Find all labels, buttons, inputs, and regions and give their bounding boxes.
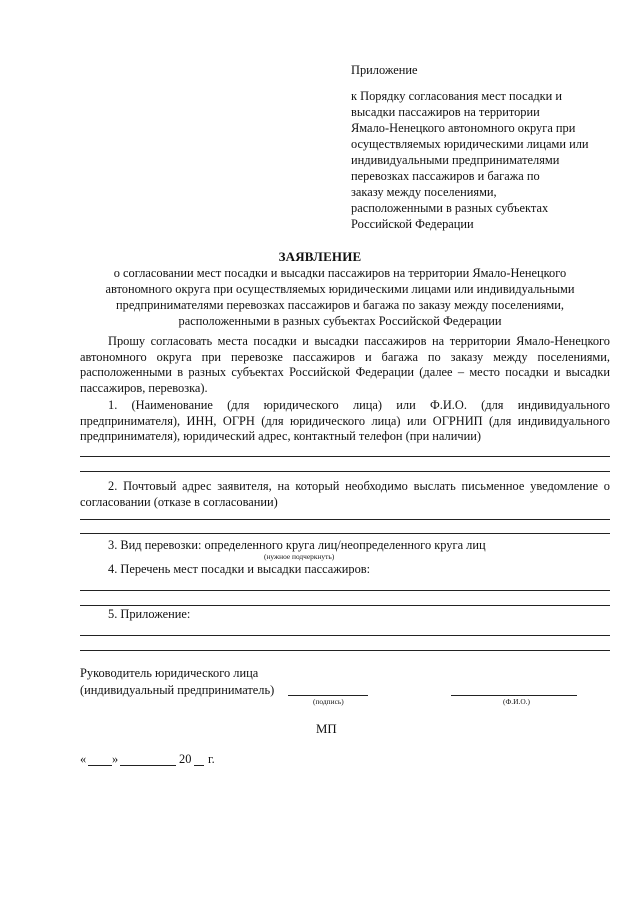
item-2-line: 2. Почтовый адрес заявителя, на который необходимо выслать письменное уведомление о: [108, 479, 610, 493]
signatory-label-2: (индивидуальный предприниматель): [80, 683, 275, 697]
document-subtitle: [60, 265, 620, 329]
signatory-label: Руководитель юридического лица: [80, 666, 259, 680]
item-3-hint: (нужное подчеркнуть): [264, 552, 335, 561]
appendix-line: Российской Федерации: [351, 217, 474, 231]
fio-hint: (Ф.И.О.): [503, 697, 530, 706]
item-4-stops-list: [80, 562, 610, 578]
appendix-line: расположенными в разных субъектах: [351, 201, 549, 215]
appendix-line: осуществляемых юридическими лицами или: [351, 137, 589, 151]
appendix-line: к Порядку согласования мест посадки и: [351, 89, 562, 103]
date-close-quote: »: [112, 752, 119, 766]
document-title: ЗАЯВЛЕНИЕ: [278, 249, 362, 264]
intro-line: расположенными в разных субъектах Российской Федерации (далее – место посадки и высадки: [80, 365, 610, 380]
item-3-text: 3. Вид перевозки: определенного круга лиц/неопределенного круга лиц: [108, 538, 486, 552]
item-1-line: 1. (Наименование (для юридического лица) или Ф.И.О. (для индивидуального: [108, 398, 610, 412]
signature-hint: (подпись): [313, 697, 344, 706]
appendix-line: индивидуальными предпринимателями: [351, 153, 560, 167]
date-year-field[interactable]: [194, 765, 204, 766]
appendix-line: перевозках пассажиров и багажа по: [351, 169, 540, 183]
item-3-transport-type: [80, 538, 610, 554]
item-1-fill-line[interactable]: [80, 456, 610, 457]
appendix-block: [351, 62, 611, 232]
item-1-line: предпринимателя), ИНН, ОГРН (для юридического лица) или ОГРНИП (для индивидуального: [80, 413, 610, 428]
date-open-quote: «: [80, 752, 87, 766]
subtitle-line: расположенными в разных субъектах Российской Федерации: [178, 314, 502, 328]
item-4-text: 4. Перечень мест посадки и высадки пассажиров:: [108, 562, 371, 576]
appendix-line: заказу между поселениями,: [351, 185, 497, 199]
item-5-fill-line[interactable]: [80, 650, 610, 651]
item-1-line: предпринимателя), юридический адрес, контактный телефон (при наличии): [80, 429, 481, 444]
item-5-text: 5. Приложение:: [108, 607, 191, 621]
appendix-line: высадки пассажиров на территории: [351, 105, 540, 119]
item-1-applicant-info: [80, 398, 610, 445]
date-year-prefix: 20: [179, 752, 192, 766]
item-5-fill-line[interactable]: [80, 635, 610, 636]
stamp-place: МП: [316, 722, 337, 736]
date-day-field[interactable]: [88, 765, 112, 766]
appendix-title: Приложение: [351, 63, 418, 77]
item-2-fill-line[interactable]: [80, 533, 610, 534]
item-4-fill-line[interactable]: [80, 590, 610, 591]
item-2-fill-line[interactable]: [80, 519, 610, 520]
subtitle-line: о согласовании мест посадки и высадки пассажиров на территории Ямало-Ненецкого: [113, 266, 567, 280]
intro-line: автономного округа при перевозке пассажиров и багажа по заказу между поселениями,: [80, 349, 610, 364]
item-5-attachments: [80, 607, 610, 623]
item-1-fill-line[interactable]: [80, 471, 610, 472]
date-suffix: г.: [208, 752, 215, 766]
intro-paragraph: [80, 334, 610, 396]
item-2-line: согласовании (отказе в согласовании): [80, 494, 278, 509]
fio-field[interactable]: [451, 695, 577, 696]
date-month-field[interactable]: [120, 765, 176, 766]
subtitle-line: предпринимателями перевозках пассажиров и багажа по заказу между поселениями,: [116, 298, 564, 312]
intro-line: пассажиров, перевозка).: [80, 380, 208, 395]
item-4-fill-line[interactable]: [80, 605, 610, 606]
subtitle-line: автономного округа при осуществляемых юридическими лицами или индивидуальными: [105, 282, 575, 296]
item-2-postal-address: [80, 479, 610, 510]
appendix-line: Ямало-Ненецкого автономного округа при: [351, 121, 576, 135]
signature-field[interactable]: [288, 695, 368, 696]
intro-line: Прошу согласовать места посадки и высадки пассажиров на территории Ямало-Ненецкого: [108, 334, 610, 348]
